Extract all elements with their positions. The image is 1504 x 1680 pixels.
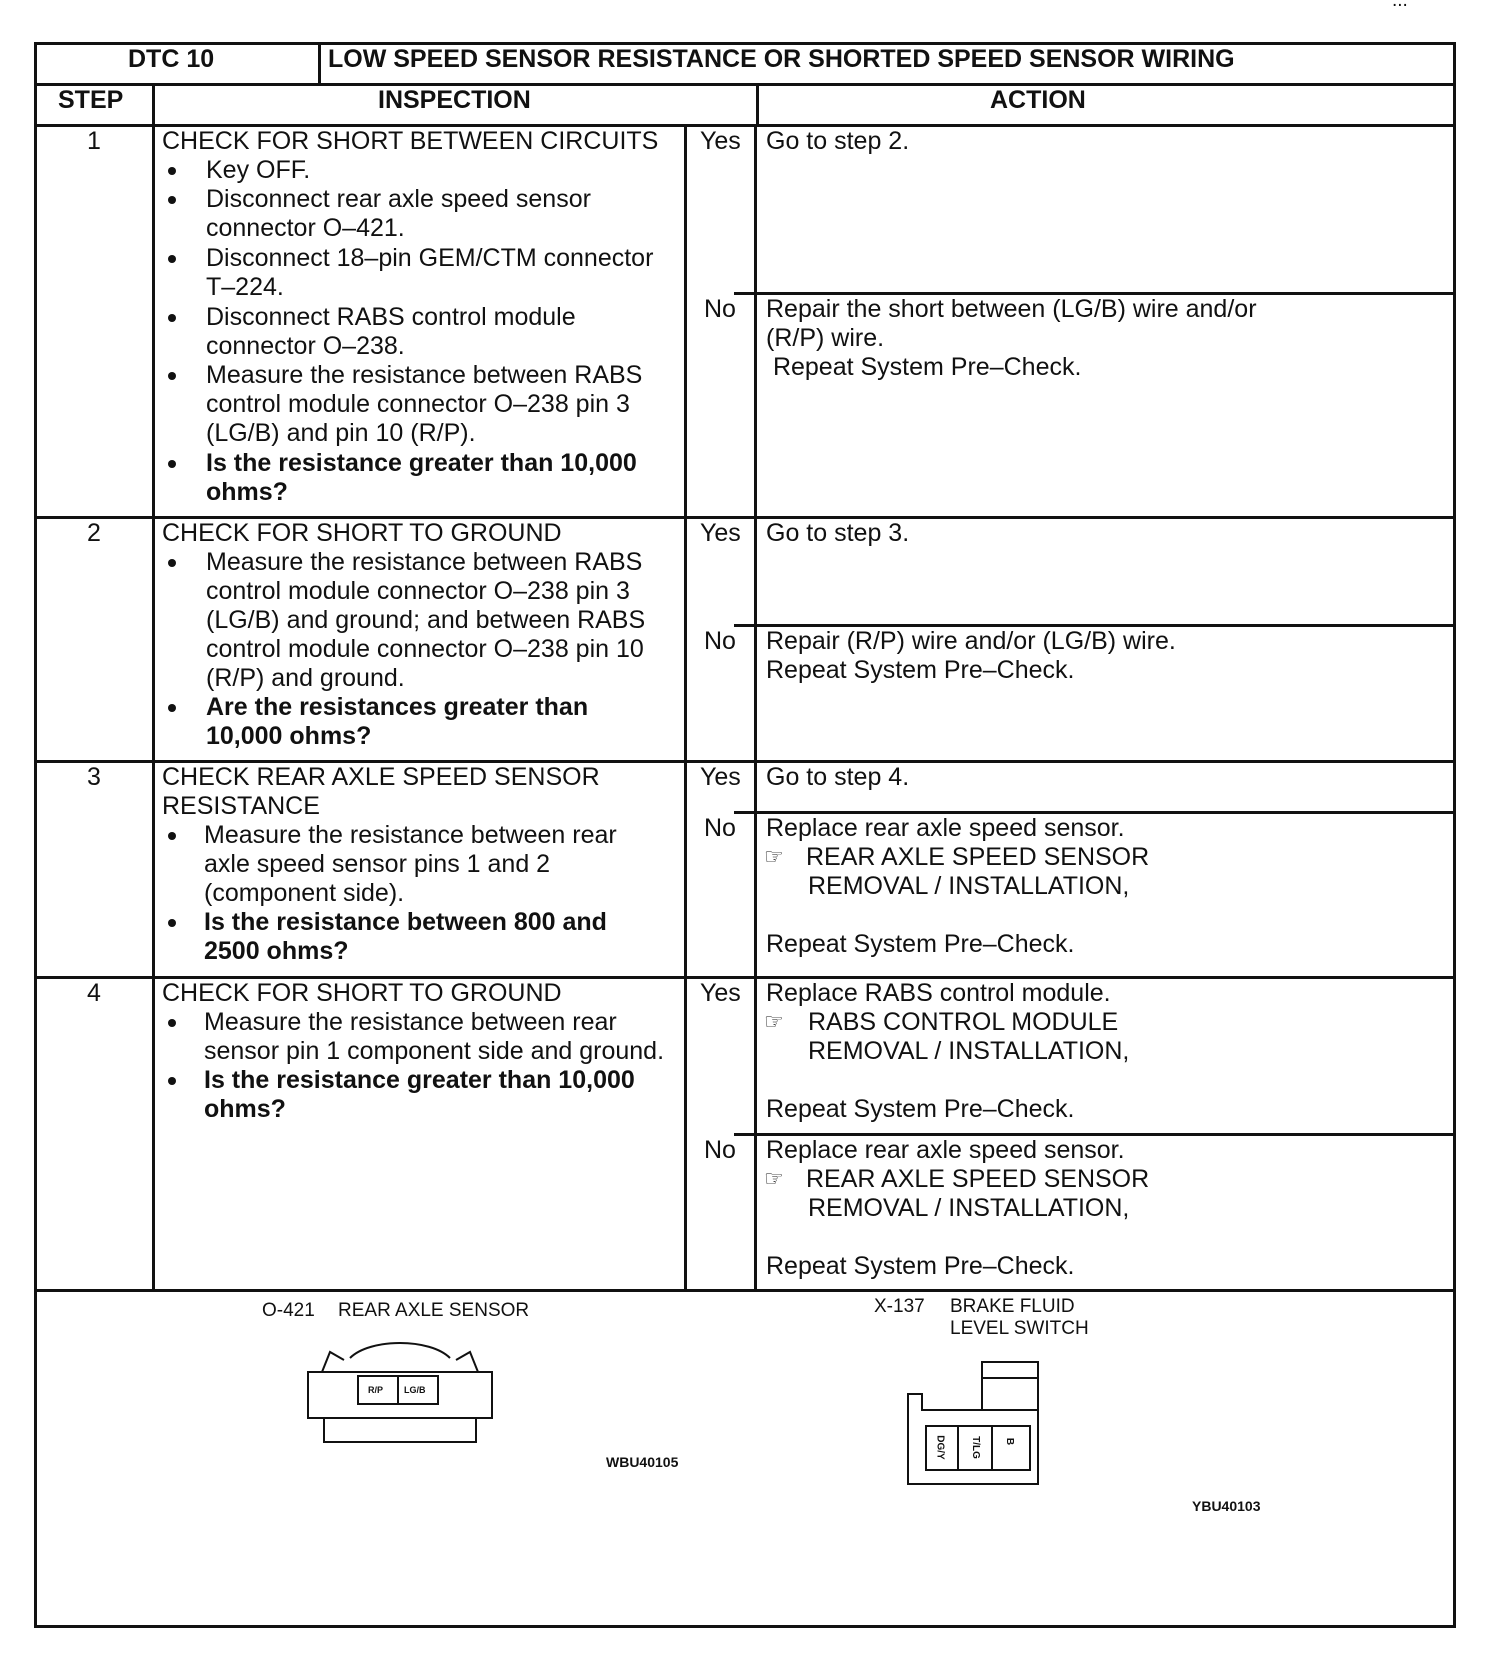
bullet-dot — [168, 559, 176, 567]
left-diagram-code: WBU40105 — [606, 1454, 679, 1470]
step-1-bullet-4-line-2: connector O–238. — [206, 332, 405, 360]
rule-yesno-right — [754, 124, 757, 1291]
bullet-dot — [168, 460, 176, 468]
step-4-yes-ref-line-1: RABS CONTROL MODULE — [808, 1008, 1119, 1036]
bullet-dot — [168, 1077, 176, 1085]
step-1-bullet-3-line-1: Disconnect 18–pin GEM/CTM connector — [206, 244, 654, 272]
bullet-dot — [168, 314, 176, 322]
step-4-question-line-1: Is the resistance greater than 10,000 — [204, 1066, 635, 1094]
step-1-no-label: No — [704, 295, 736, 323]
step-3-title-line-1: CHECK REAR AXLE SPEED SENSOR — [162, 763, 600, 791]
right-diagram-code: YBU40103 — [1192, 1498, 1261, 1514]
bullet-dot — [168, 919, 176, 927]
step-4-yes-action: Replace RABS control module. — [766, 979, 1111, 1007]
pin-label-tlg: T/LG — [969, 1436, 981, 1459]
step-4-title: CHECK FOR SHORT TO GROUND — [162, 979, 562, 1007]
left-connector-name: REAR AXLE SENSOR — [338, 1300, 530, 1321]
step-4-no-ref-line-2: REMOVAL / INSTALLATION, — [808, 1194, 1130, 1222]
dtc-title: LOW SPEED SENSOR RESISTANCE OR SHORTED SPEED SENSOR WIRING — [328, 45, 1235, 73]
step-3-yes-label: Yes — [700, 763, 741, 791]
step-3-no-action: Replace rear axle speed sensor. — [766, 814, 1125, 842]
step-2-bullet-1-line-5: (R/P) and ground. — [206, 664, 405, 692]
step-1-bullet-3-line-2: T–224. — [206, 273, 284, 301]
bullet-dot — [168, 255, 176, 263]
step-3-question-line-1: Is the resistance between 800 and — [204, 908, 607, 936]
step-1-question-line-2: ohms? — [206, 478, 288, 506]
step-2-number: 2 — [87, 519, 101, 547]
step-3-no-repeat: Repeat System Pre–Check. — [766, 930, 1075, 958]
step-3-number: 3 — [87, 763, 101, 791]
bullet-dot — [168, 196, 176, 204]
pointing-hand-icon: ☞ — [764, 844, 784, 869]
rule-header-action — [756, 83, 759, 126]
step-2-title: CHECK FOR SHORT TO GROUND — [162, 519, 562, 547]
step-1-bullet-2-line-1: Disconnect rear axle speed sensor — [206, 185, 591, 213]
step-4-bullet-1-line-1: Measure the resistance between rear — [204, 1008, 617, 1036]
step-4-yes-ref-line-2: REMOVAL / INSTALLATION, — [808, 1037, 1130, 1065]
col-step-header: STEP — [58, 86, 124, 114]
dtc-code: DTC 10 — [128, 45, 215, 73]
step-4-question-line-2: ohms? — [204, 1095, 286, 1123]
step-3-bullet-1-line-3: (component side). — [204, 879, 405, 907]
pin-label-dgy: DG/Y — [934, 1435, 946, 1460]
bullet-dot — [168, 832, 176, 840]
step-1-no-action-line-1: Repair the short between (LG/B) wire and/or — [766, 295, 1257, 323]
bullet-dot — [168, 1019, 176, 1027]
rear-axle-sensor-connector-diagram — [300, 1330, 500, 1450]
step-3-yes-action: Go to step 4. — [766, 763, 910, 791]
step-1-yes-label: Yes — [700, 127, 741, 155]
rule-title-bottom — [34, 83, 1456, 86]
step-2-bullet-1-line-3: (LG/B) and ground; and between RABS — [206, 606, 646, 634]
right-connector-id: X-137 — [874, 1296, 925, 1317]
step-1-question-line-1: Is the resistance greater than 10,000 — [206, 449, 637, 477]
step-3-no-label: No — [704, 814, 736, 842]
step-1-no-action-line-2: (R/P) wire. — [766, 324, 885, 352]
step-4-number: 4 — [87, 979, 101, 1007]
step-4-yes-repeat: Repeat System Pre–Check. — [766, 1095, 1075, 1123]
pin-label-lgb: LG/B — [404, 1385, 426, 1395]
step-4-no-label: No — [704, 1136, 736, 1164]
step-3-bullet-1-line-2: axle speed sensor pins 1 and 2 — [204, 850, 551, 878]
step-1-bullet-5-line-2: control module connector O–238 pin 3 — [206, 390, 630, 418]
step-2-yes-action: Go to step 3. — [766, 519, 910, 547]
step-3-no-ref-line-2: REMOVAL / INSTALLATION, — [808, 872, 1130, 900]
col-action-header: ACTION — [990, 86, 1086, 114]
step-1-bullet-1: Key OFF. — [206, 156, 311, 184]
pin-label-rp: R/P — [368, 1385, 384, 1395]
rule-title-split — [318, 42, 321, 84]
step-2-bullet-1-line-4: control module connector O–238 pin 10 — [206, 635, 644, 663]
pointing-hand-icon: ☞ — [764, 1166, 784, 1191]
rule-step-col — [152, 83, 155, 1291]
step-2-no-label: No — [704, 627, 736, 655]
step-4-no-ref-line-1: REAR AXLE SPEED SENSOR — [806, 1165, 1150, 1193]
bullet-dot — [168, 704, 176, 712]
step-1-yes-action: Go to step 2. — [766, 127, 910, 155]
step-4-no-action: Replace rear axle speed sensor. — [766, 1136, 1125, 1164]
step-4-yes-label: Yes — [700, 979, 741, 1007]
step-2-yes-label: Yes — [700, 519, 741, 547]
bullet-dot — [168, 372, 176, 380]
pin-label-b: B — [1004, 1437, 1016, 1446]
col-inspection-header: INSPECTION — [378, 86, 531, 114]
step-1-bullet-2-line-2: connector O–421. — [206, 214, 405, 242]
step-3-bullet-1-line-1: Measure the resistance between rear — [204, 821, 617, 849]
rule-s4-bottom — [34, 1289, 1456, 1292]
step-4-bullet-1-line-2: sensor pin 1 component side and ground. — [204, 1037, 665, 1065]
step-4-no-repeat: Repeat System Pre–Check. — [766, 1252, 1075, 1280]
step-2-no-action-line-1: Repair (R/P) wire and/or (LG/B) wire. — [766, 627, 1176, 655]
step-1-no-action-line-3: Repeat System Pre–Check. — [766, 353, 1082, 381]
step-2-bullet-1-line-2: control module connector O–238 pin 3 — [206, 577, 630, 605]
brake-fluid-switch-connector-diagram — [900, 1356, 1050, 1496]
step-3-title-line-2: RESISTANCE — [162, 792, 320, 820]
step-3-no-ref-line-1: REAR AXLE SPEED SENSOR — [806, 843, 1150, 871]
pointing-hand-icon: ☞ — [764, 1009, 784, 1034]
step-1-number: 1 — [87, 127, 101, 155]
step-1-title: CHECK FOR SHORT BETWEEN CIRCUITS — [162, 127, 659, 155]
step-2-question-line-1: Are the resistances greater than — [206, 693, 589, 721]
right-connector-name-line-2: LEVEL SWITCH — [950, 1318, 1089, 1339]
page-marker: ... — [1392, 0, 1408, 11]
left-connector-id: O-421 — [262, 1300, 315, 1321]
step-1-bullet-5-line-1: Measure the resistance between RABS — [206, 361, 643, 389]
step-2-bullet-1-line-1: Measure the resistance between RABS — [206, 548, 643, 576]
right-connector-name-line-1: BRAKE FLUID — [950, 1296, 1075, 1317]
rule-yesno-left — [684, 124, 687, 1291]
bullet-dot — [168, 167, 176, 175]
step-1-bullet-4-line-1: Disconnect RABS control module — [206, 303, 576, 331]
step-2-no-action-line-2: Repeat System Pre–Check. — [766, 656, 1075, 684]
step-1-bullet-5-line-3: (LG/B) and pin 10 (R/P). — [206, 419, 476, 447]
step-3-question-line-2: 2500 ohms? — [204, 937, 349, 965]
step-2-question-line-2: 10,000 ohms? — [206, 722, 372, 750]
